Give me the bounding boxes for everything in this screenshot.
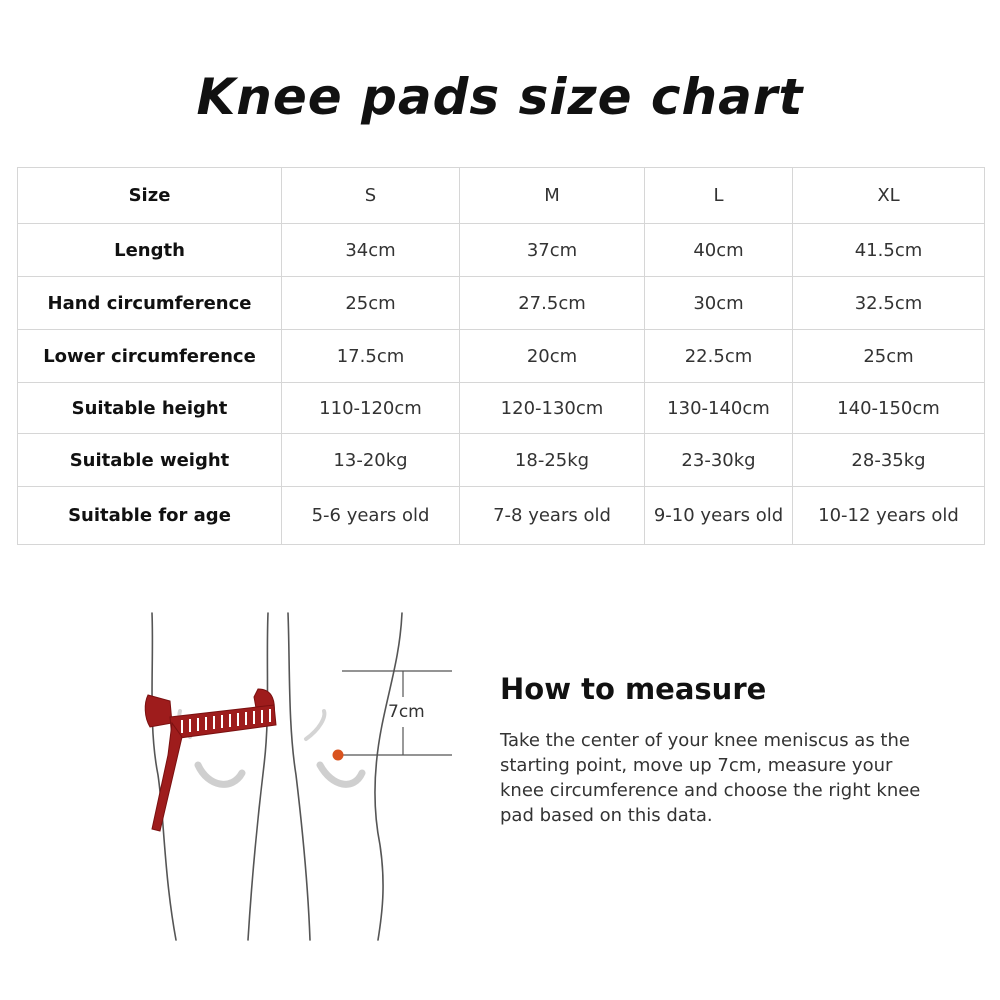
table-cell: 23-30kg [645,434,793,487]
row-label: Hand circumference [18,277,282,330]
table-cell: 32.5cm [793,277,985,330]
table-cell: 27.5cm [460,277,645,330]
table-row-size [18,168,985,224]
left-leg-inner-outline [248,613,268,940]
left-kneecap [198,765,242,784]
how-to-measure-text: Take the center of your knee meniscus as the starting point, move up 7cm, measure your knee circumference and choose the right knee pad based on this data. [500,730,921,826]
table-cell: S [282,168,460,224]
page-title: Knee pads size chart [196,68,804,126]
table-cell: 34cm [282,224,460,277]
knee-measure-illustration [120,605,470,945]
table-row-suitable-age [18,487,985,545]
right-leg-inner-outline [288,613,310,940]
right-kneecap [320,765,362,784]
table-row-hand-circumference [18,277,985,330]
row-label: Suitable for age [18,487,282,545]
table-cell: 22.5cm [645,330,793,383]
table-cell: 30cm [645,277,793,330]
table-cell: 9-10 years old [645,487,793,545]
row-label: Size [18,168,282,224]
table-cell: 110-120cm [282,383,460,434]
table-cell: 130-140cm [645,383,793,434]
table-cell: 120-130cm [460,383,645,434]
table-row-suitable-height [18,383,985,434]
table-cell: 40cm [645,224,793,277]
table-cell: XL [793,168,985,224]
table-cell: 5-6 years old [282,487,460,545]
measure-label: 7cm [388,702,425,722]
table-cell: 18-25kg [460,434,645,487]
table-cell: 7-8 years old [460,487,645,545]
table-cell: L [645,168,793,224]
right-knee-fold [306,711,324,739]
row-label: Suitable weight [18,434,282,487]
row-label: Length [18,224,282,277]
table-cell: 25cm [282,277,460,330]
table-cell: 28-35kg [793,434,985,487]
meniscus-marker-icon [333,750,344,761]
table-cell: 25cm [793,330,985,383]
table-row-length [18,224,985,277]
table-cell: 37cm [460,224,645,277]
table-cell: 20cm [460,330,645,383]
table-cell: 10-12 years old [793,487,985,545]
how-to-measure-heading: How to measure [500,672,767,706]
table-row-lower-circumference [18,330,985,383]
row-label: Lower circumference [18,330,282,383]
right-leg-outline [375,613,402,940]
table-cell: 17.5cm [282,330,460,383]
measuring-strap [145,689,276,831]
table-cell: 140-150cm [793,383,985,434]
table-row-suitable-weight [18,434,985,487]
table-cell: M [460,168,645,224]
row-label: Suitable height [18,383,282,434]
table-cell: 13-20kg [282,434,460,487]
size-table [17,167,985,545]
table-cell: 41.5cm [793,224,985,277]
